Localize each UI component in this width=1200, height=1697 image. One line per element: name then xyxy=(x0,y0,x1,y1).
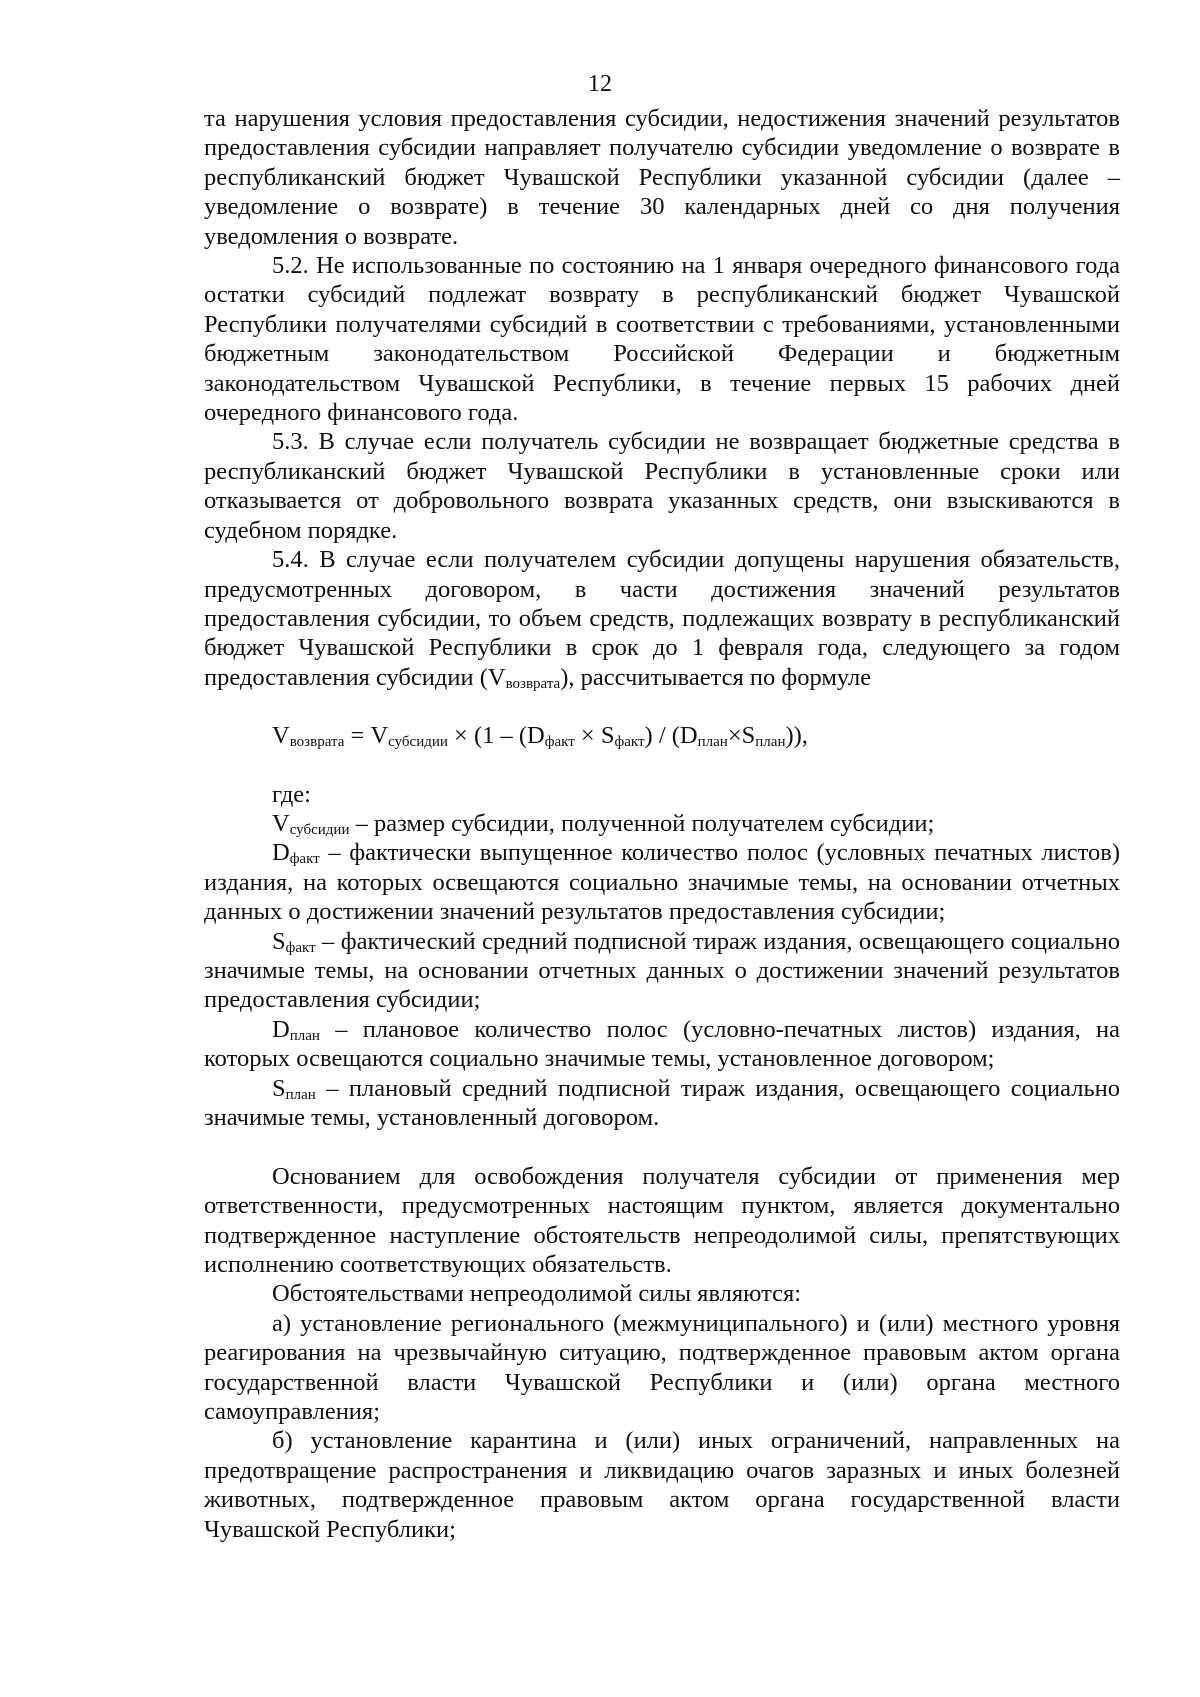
formula-s-fact: S xyxy=(600,722,615,750)
formula-sub-fakt-2: факт xyxy=(614,734,645,751)
def-symbol-s-plan: S xyxy=(272,1074,286,1102)
def-symbol-d-plan: D xyxy=(272,1015,290,1043)
where-label: где: xyxy=(272,780,311,808)
formula-s-plan: S xyxy=(741,722,756,750)
formula-equals: = xyxy=(344,722,371,750)
def-sub-s-plan: план xyxy=(285,1086,316,1103)
def-text-d-fact: – фактически выпущенное количество полос (условных печатных листов) издания, на которых освещаются социально значимые темы, на основании отчетных данных о достижении значений результатов предоставления субсидии; xyxy=(204,839,1120,926)
def-symbol-d-fact: D xyxy=(272,839,290,867)
formula-divide: ) / ( xyxy=(644,722,680,750)
paragraph-continuation: та нарушения условия предоставления субсидии, недостижения значений результатов предоставления субсидии направляет получателю субсидии уведомление о возврате в республиканский бюджет Чувашской Республики указанной субсидии (далее – уведомление о возврате) в течение 30 календарных дней со дня получения уведомления о возврате. xyxy=(204,105,1120,250)
paragraph-5-3: 5.3. В случае если получатель субсидии не возвращает бюджетные средства в республиканский бюджет Чувашской Республики в установленные сроки или отказывается от добровольного возврата указанных средств, они взыскиваются в судебном порядке. xyxy=(204,428,1120,544)
definition-v-subsidy xyxy=(204,809,1120,838)
paragraph-5-2: 5.2. Не использованные по состоянию на 1 января очередного финансового года остатки субсидий подлежат возврату в республиканский бюджет Чувашской Республики получателями субсидий в соответствии с требованиями, установленными бюджетным законодательством Российской Федерации и бюджетным законодательством Чувашской Республики, в течение первых 15 рабочих дней очередного финансового года. xyxy=(204,252,1120,427)
list-item-b: б) установление карантина и (или) иных ограничений, направленных на предотвращение распространения и ликвидацию очагов заразных и иных болезней животных, подтвержденное правовым актом органа государственной власти Чувашской Республики; xyxy=(204,1427,1120,1543)
return-formula xyxy=(272,721,1120,750)
document-body xyxy=(204,104,1120,1544)
definition-d-fact xyxy=(204,838,1120,926)
formula-v: V xyxy=(272,722,290,750)
formula-open: × (1 – ( xyxy=(447,722,528,750)
paragraph-force-intro: Обстоятельствами непреодолимой силы являются: xyxy=(272,1280,802,1308)
formula-times: × xyxy=(574,722,601,750)
definition-s-plan xyxy=(204,1074,1120,1133)
definition-d-plan xyxy=(204,1015,1120,1074)
formula-close: )), xyxy=(785,722,808,750)
definition-s-fact xyxy=(204,927,1120,1015)
def-sub-subsidii: субсидии xyxy=(289,821,350,838)
paragraph-5-4-end: ), рассчитывается по формуле xyxy=(560,663,872,691)
subscript-vozvrata: возврата xyxy=(505,675,561,692)
def-symbol-v: V xyxy=(272,809,290,837)
formula-sub-plan-1: план xyxy=(697,734,728,751)
def-text-s-fact: – фактический средний подписной тираж издания, освещающего социально значимые темы, на основании отчетных данных о достижении значений результатов предоставления субсидии; xyxy=(204,927,1120,1014)
formula-d-fact: D xyxy=(527,722,545,750)
paragraph-basis: Основанием для освобождения получателя субсидии от применения мер ответственности, предусмотренных настоящим пунктом, является документально подтвержденное наступление обстоятельств непреодолимой силы, препятствующих исполнению соответствующих обязательств. xyxy=(204,1162,1120,1279)
formula-sub-subsidii: субсидии xyxy=(388,734,448,751)
def-sub-d-plan: план xyxy=(289,1027,320,1044)
symbol-v: V xyxy=(487,663,506,691)
formula-sub-vozvrata: возврата xyxy=(289,734,345,751)
formula-d-plan: D xyxy=(679,722,698,750)
def-text-v: – размер субсидии, полученной получателем субсидии; xyxy=(349,809,935,837)
def-sub-d-fakt: факт xyxy=(289,851,320,868)
formula-sub-fakt-1: факт xyxy=(544,734,575,751)
formula-sub-plan-2: план xyxy=(755,734,786,751)
def-symbol-s-fact: S xyxy=(272,927,286,955)
def-text-s-plan: – плановый средний подписной тираж издания, освещающего социально значимые темы, установленный договором. xyxy=(204,1074,1120,1131)
def-sub-s-fakt: факт xyxy=(285,939,316,956)
def-text-d-plan: – плановое количество полос (условно-печатных листов) издания, на которых освещаются социально значимые темы, установленное договором; xyxy=(204,1015,1120,1073)
formula-cross: × xyxy=(727,722,742,750)
paragraph-5-4-text: 5.4. В случае если получателем субсидии допущены нарушения обязательств, предусмотренных договором, в части достижения значений результатов предоставления субсидии, то объем средств, подлежащих возврату в республиканский бюджет Чувашской Республики в срок до 1 февраля года, следующего за годом предоставления субсидии ( xyxy=(204,546,1120,691)
paragraph-5-4 xyxy=(204,545,1120,692)
list-item-a: а) установление регионального (межмуниципального) и (или) местного уровня реагирования на чрезвычайную ситуацию, подтвержденное правовым актом органа государственной власти Чувашской Республики и (или) органа местного самоуправления; xyxy=(204,1309,1120,1426)
formula-v-subsidy: V xyxy=(370,722,389,750)
page-number: 12 xyxy=(588,71,612,97)
